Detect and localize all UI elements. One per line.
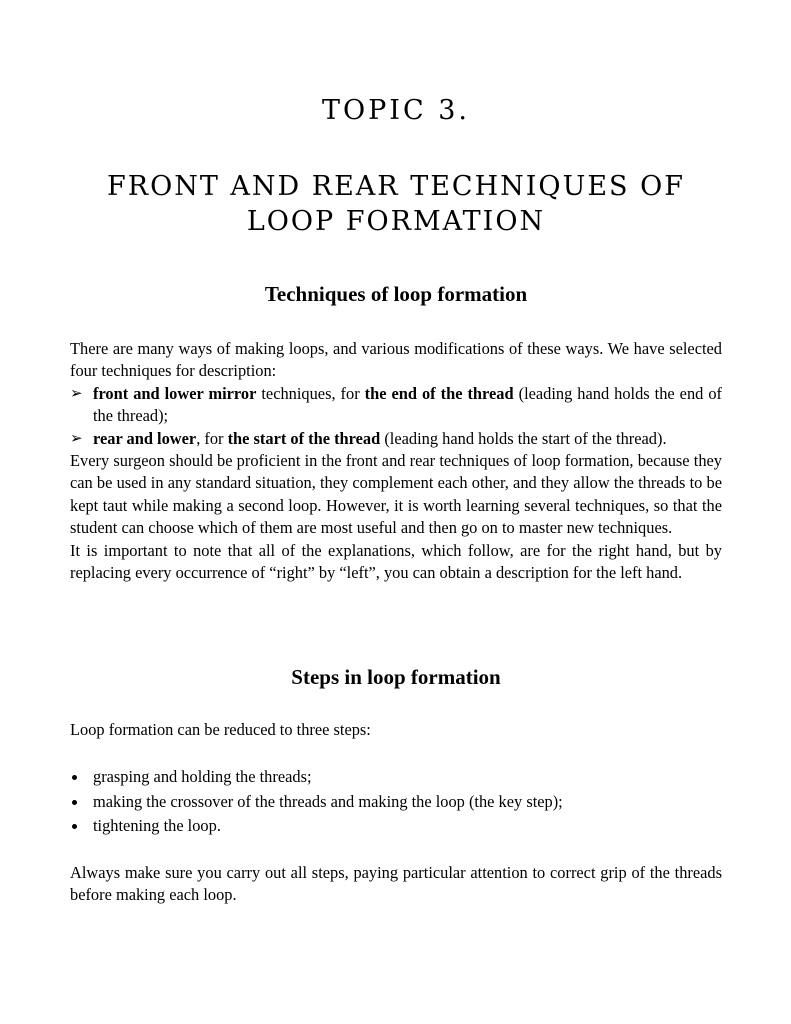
technique-item: ➢ rear and lower, for the start of the thread (leading hand holds the start of the thread).: [70, 428, 722, 450]
chapter-title: [70, 169, 722, 239]
arrow-bullet-icon: ➢: [70, 430, 83, 447]
technique-name: rear and lower: [93, 428, 197, 448]
hand-note-paragraph: It is important to note that all of the explanations, which follow, are for the right hand, but by replacing every occurrence of “right” by “left”, you can obtain a description for the left hand.: [70, 540, 722, 583]
chapter-title-line-1: FRONT AND REAR TECHNIQUES OF: [107, 171, 685, 202]
list-item: tightening the loop.: [70, 814, 722, 838]
section-body-steps: [70, 719, 722, 906]
steps-intro: Loop formation can be reduced to three steps:: [70, 720, 371, 739]
section-body-techniques: [70, 338, 722, 584]
steps-list: [70, 765, 722, 838]
bullet-dot-icon: [72, 775, 77, 780]
arrow-bullet-icon: ➢: [70, 385, 83, 402]
section-heading-steps: Steps in loop formation: [291, 665, 501, 689]
list-item: making the crossover of the threads and making the loop (the key step);: [70, 790, 722, 814]
proficiency-paragraph: Every surgeon should be proficient in the front and rear techniques of loop formation, because they can be used in any standard situation, they complement each other, and they allow the threads to be kept taut while making a second loop. However, it is worth learning several techniques, so that the student can choose which of them are most useful and then go on to master new techniques.: [70, 451, 722, 538]
technique-item: ➢ front and lower mirror techniques, for the end of the thread (leading hand holds the end of the thread);: [70, 383, 722, 426]
section-heading-techniques: Techniques of loop formation: [264, 282, 528, 306]
intro-paragraph: There are many ways of making loops, and various modifications of these ways. We have selected four techniques for description:: [70, 339, 722, 381]
list-item: grasping and holding the threads;: [70, 765, 722, 789]
thread-part: the start of the thread: [227, 428, 381, 448]
topic-number: TOPIC 3.: [322, 95, 470, 126]
bullet-dot-icon: [72, 800, 77, 805]
bullet-dot-icon: [72, 824, 77, 829]
chapter-title-line-2: LOOP FORMATION: [246, 206, 546, 237]
technique-name: front and lower mirror: [93, 383, 257, 403]
thread-part: the end of the thread: [364, 383, 514, 403]
closing-paragraph: Always make sure you carry out all steps, paying particular attention to correct grip of the threads before making each loop.: [70, 862, 722, 905]
